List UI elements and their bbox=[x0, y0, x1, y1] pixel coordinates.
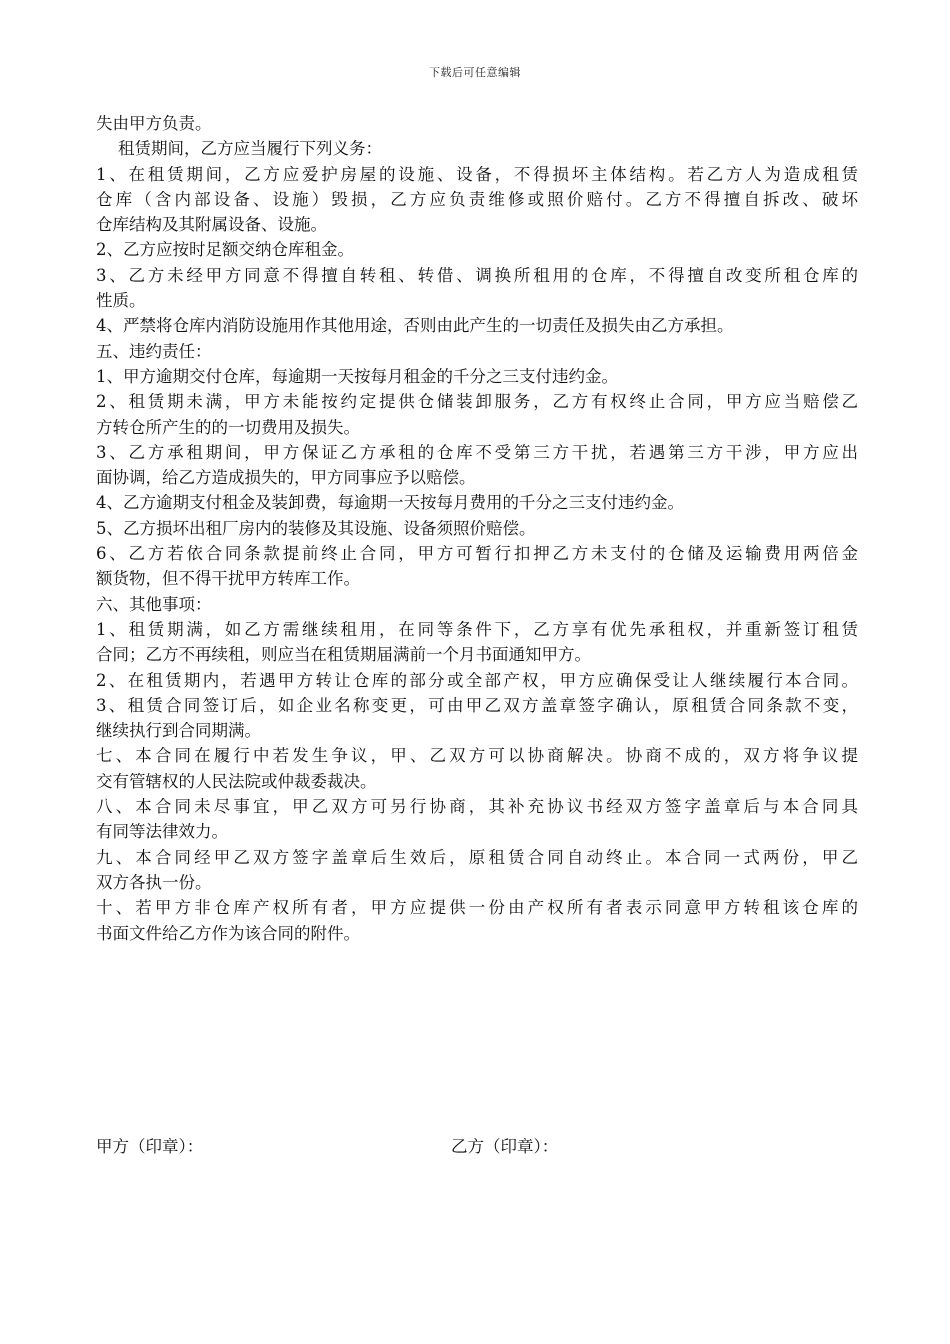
contract-line: 5、乙方损坏出租厂房内的装修及其设施、设备须照价赔偿。 bbox=[96, 518, 536, 538]
section-heading: 十、若甲方非仓库产权所有者，甲方应提供一份由产权所有者表示同意甲方转租该仓库的 bbox=[96, 898, 858, 918]
contract-line: 3、乙方未经甲方同意不得擅自转租、转借、调换所租用的仓库，不得擅自改变所租仓库的 bbox=[96, 265, 858, 285]
contract-line: 双方各执一份。 bbox=[96, 872, 212, 892]
contract-line: 性质。 bbox=[96, 291, 146, 311]
section-heading: 八、本合同未尽事宜，甲乙双方可另行协商，其补充协议书经双方签字盖章后与本合同具 bbox=[96, 797, 858, 817]
contract-body bbox=[96, 111, 858, 946]
contract-line: 4、乙方逾期支付租金及装卸费，每逾期一天按每月费用的千分之三支付违约金。 bbox=[96, 493, 684, 513]
contract-line: 6、乙方若依合同条款提前终止合同，甲方可暂行扣押乙方未支付的仓储及运输费用两倍金 bbox=[96, 544, 858, 564]
contract-line: 2、在租赁期内，若遇甲方转让仓库的部分或全部产权，甲方应确保受让人继续履行本合同。 bbox=[96, 670, 858, 690]
contract-line: 面协调，给乙方造成损失的，甲方同事应予以赔偿。 bbox=[96, 468, 476, 488]
contract-line: 3、租赁合同签订后，如企业名称变更，可由甲乙双方盖章签字确认，原租赁合同条款不变， bbox=[96, 695, 858, 715]
page-header-note: 下载后可任意编辑 bbox=[429, 66, 521, 79]
party-a-seal-label: 甲方（印章）： bbox=[96, 1137, 204, 1156]
section-heading: 六、其他事项： bbox=[96, 594, 212, 614]
contract-line: 合同；乙方不再续租，则应当在租赁期届满前一个月书面通知甲方。 bbox=[96, 645, 591, 665]
contract-line: 1、在租赁期间，乙方应爱护房屋的设施、设备，不得损坏主体结构。若乙方人为造成租赁 bbox=[96, 164, 858, 184]
section-heading: 九、本合同经甲乙双方签字盖章后生效后，原租赁合同自动终止。本合同一式两份，甲乙 bbox=[96, 847, 858, 867]
contract-line: 1、甲方逾期交付仓库，每逾期一天按每月租金的千分之三支付违约金。 bbox=[96, 366, 618, 386]
section-heading: 七、本合同在履行中若发生争议，甲、乙双方可以协商解决。协商不成的，双方将争议提 bbox=[96, 746, 858, 766]
contract-line: 租赁期间，乙方应当履行下列义务： bbox=[118, 139, 382, 159]
contract-line: 仓库结构及其附属设备、设施。 bbox=[96, 215, 327, 235]
contract-line: 失由甲方负责。 bbox=[96, 114, 212, 133]
signature-row bbox=[96, 1134, 858, 1160]
contract-line: 方转仓所产生的的一切费用及损失。 bbox=[96, 417, 360, 437]
contract-line: 2、租赁期未满，甲方未能按约定提供仓储装卸服务，乙方有权终止合同，甲方应当赔偿乙 bbox=[96, 392, 858, 412]
contract-line: 2、乙方应按时足额交纳仓库租金。 bbox=[96, 240, 354, 260]
contract-line: 仓库（含内部设备、设施）毁损，乙方应负责维修或照价赔付。乙方不得擅自拆改、破坏 bbox=[96, 189, 858, 209]
contract-line: 额货物，但不得干扰甲方转库工作。 bbox=[96, 569, 360, 589]
contract-line: 有同等法律效力。 bbox=[96, 822, 228, 842]
contract-line: 3、乙方承租期间，甲方保证乙方承租的仓库不受第三方干扰，若遇第三方干涉，甲方应出 bbox=[96, 442, 858, 462]
contract-line: 交有管辖权的人民法院或仲裁委裁决。 bbox=[96, 771, 377, 791]
section-heading: 五、违约责任： bbox=[96, 341, 212, 361]
contract-line: 书面文件给乙方作为该合同的附件。 bbox=[96, 923, 360, 943]
contract-line: 1、租赁期满，如乙方需继续租用，在同等条件下，乙方享有优先承租权，并重新签订租赁 bbox=[96, 619, 858, 639]
contract-line: 继续执行到合同期满。 bbox=[96, 721, 261, 741]
party-b-seal-label: 乙方（印章）： bbox=[451, 1137, 559, 1156]
contract-line: 4、严禁将仓库内消防设施用作其他用途，否则由此产生的一切责任及损失由乙方承担。 bbox=[96, 316, 734, 336]
